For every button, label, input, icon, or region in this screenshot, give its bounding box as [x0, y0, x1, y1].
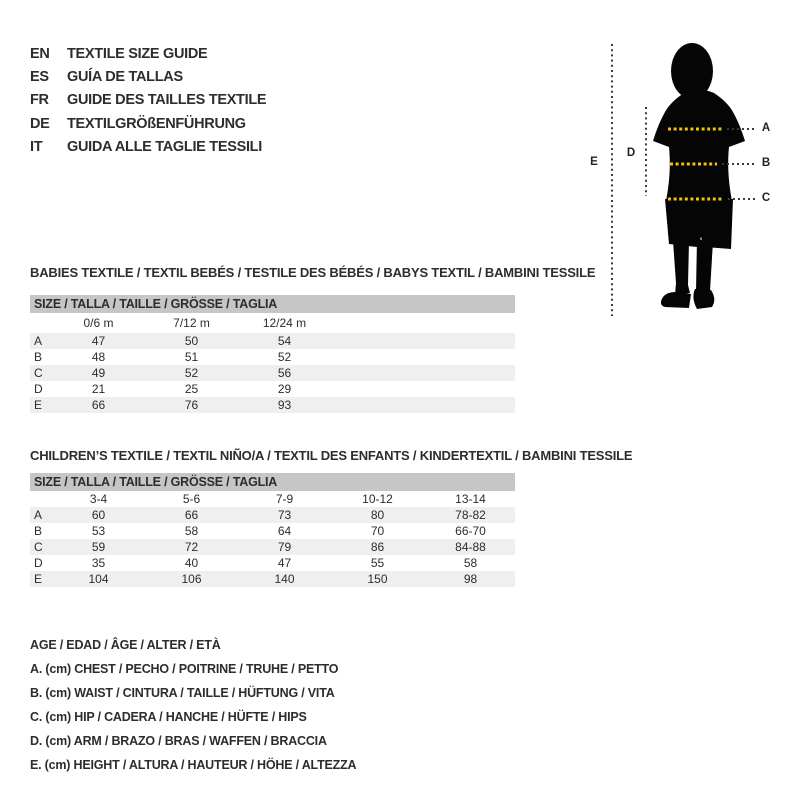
measure-label-chest: A — [761, 122, 771, 134]
child-silhouette-icon — [585, 35, 795, 320]
table-cell: 70 — [370, 524, 385, 538]
table-cell: 73 — [277, 508, 292, 522]
table-cell: 104 — [88, 572, 109, 586]
size-header-label: SIZE / TALLA / TAILLE / GRÖSSE / TAGLIA — [34, 475, 278, 489]
children-section-title: CHILDREN’S TEXTILE / TEXTIL NIÑO/A / TEXTIL DES ENFANTS / KINDERTEXTIL / BAMBINI TESSILE — [30, 448, 633, 463]
column-header: 13-14 — [455, 492, 486, 506]
table-row — [30, 523, 515, 539]
table-cell: 40 — [184, 556, 199, 570]
legend-item-arm: D. (cm) ARM / BRAZO / BRAS / WAFFEN / BRACCIA — [30, 734, 327, 748]
column-header: 10-12 — [362, 492, 393, 506]
table-cell: 54 — [277, 334, 292, 348]
table-cell: 80 — [370, 508, 385, 522]
children-column-header-row — [30, 491, 515, 507]
language-code: EN — [30, 45, 50, 62]
row-label: C — [34, 540, 43, 554]
size-header-bar — [30, 295, 515, 313]
language-code: FR — [30, 92, 49, 109]
language-title: TEXTILE SIZE GUIDE — [67, 45, 208, 62]
table-cell: 49 — [91, 366, 106, 380]
table-row — [30, 333, 515, 349]
column-header: 12/24 m — [262, 316, 307, 330]
table-cell: 60 — [91, 508, 106, 522]
table-row — [30, 571, 515, 587]
table-cell: 53 — [91, 524, 106, 538]
language-title: TEXTILGRÖßENFÜHRUNG — [67, 115, 246, 132]
table-cell: 66-70 — [455, 524, 486, 538]
measure-label-hip: C — [761, 192, 771, 204]
table-cell: 106 — [181, 572, 202, 586]
column-header: 7-9 — [275, 492, 294, 506]
table-cell: 51 — [184, 350, 199, 364]
table-cell: 93 — [277, 398, 292, 412]
row-label: A — [34, 334, 43, 348]
language-code: IT — [30, 139, 43, 156]
table-cell: 29 — [277, 382, 292, 396]
children-size-table — [30, 473, 515, 587]
table-cell: 56 — [277, 366, 292, 380]
language-row — [30, 136, 266, 159]
table-cell: 64 — [277, 524, 292, 538]
table-cell: 47 — [91, 334, 106, 348]
row-label: B — [34, 350, 43, 364]
row-label: B — [34, 524, 43, 538]
table-cell: 21 — [91, 382, 106, 396]
table-row — [30, 397, 515, 413]
table-cell: 25 — [184, 382, 199, 396]
size-header-label: SIZE / TALLA / TAILLE / GRÖSSE / TAGLIA — [34, 297, 278, 311]
table-cell: 150 — [367, 572, 388, 586]
table-row — [30, 555, 515, 571]
table-cell: 52 — [184, 366, 199, 380]
size-header-bar — [30, 473, 515, 491]
language-code: ES — [30, 69, 49, 86]
babies-section-title: BABIES TEXTILE / TEXTIL BEBÉS / TESTILE DES BÉBÉS / BABYS TEXTIL / BAMBINI TESSILE — [30, 265, 596, 280]
table-cell: 78-82 — [455, 508, 486, 522]
table-cell: 66 — [91, 398, 106, 412]
language-code: DE — [30, 115, 50, 132]
table-cell: 79 — [277, 540, 292, 554]
language-title: GUIDA ALLE TAGLIE TESSILI — [67, 139, 262, 156]
language-title: GUIDE DES TAILLES TEXTILE — [67, 92, 267, 109]
table-row — [30, 365, 515, 381]
size-guide-figure — [585, 35, 795, 320]
column-header: 0/6 m — [83, 316, 114, 330]
table-row — [30, 349, 515, 365]
table-cell: 140 — [274, 572, 295, 586]
legend-item-waist: B. (cm) WAIST / CINTURA / TAILLE / HÜFTUNG / VITA — [30, 686, 335, 700]
row-label: D — [34, 556, 43, 570]
legend-item-height: E. (cm) HEIGHT / ALTURA / HAUTEUR / HÖHE / ALTEZZA — [30, 758, 357, 772]
row-label: D — [34, 382, 43, 396]
table-cell: 66 — [184, 508, 199, 522]
language-title-list — [30, 42, 266, 159]
language-title: GUÍA DE TALLAS — [67, 69, 183, 86]
table-cell: 59 — [91, 540, 106, 554]
table-cell: 58 — [184, 524, 199, 538]
table-cell: 58 — [463, 556, 478, 570]
babies-size-table — [30, 295, 515, 413]
column-header: 7/12 m — [173, 316, 210, 330]
row-label: A — [34, 508, 43, 522]
table-row — [30, 539, 515, 555]
table-cell: 47 — [277, 556, 292, 570]
babies-column-header-row — [30, 313, 515, 333]
table-cell: 35 — [91, 556, 106, 570]
row-label: E — [34, 572, 43, 586]
table-cell: 98 — [463, 572, 478, 586]
legend-age-line: AGE / EDAD / ÂGE / ALTER / ETÀ — [30, 638, 221, 652]
measurement-legend — [30, 633, 356, 777]
table-cell: 72 — [184, 540, 199, 554]
measure-label-waist: B — [761, 157, 771, 169]
language-row — [30, 42, 266, 65]
column-header: 5-6 — [182, 492, 201, 506]
table-cell: 55 — [370, 556, 385, 570]
row-label: C — [34, 366, 43, 380]
table-cell: 84-88 — [455, 540, 486, 554]
table-cell: 48 — [91, 350, 106, 364]
table-cell: 86 — [370, 540, 385, 554]
measure-label-height: E — [590, 156, 598, 168]
table-row — [30, 507, 515, 523]
language-row — [30, 89, 266, 112]
measure-label-arm: D — [626, 147, 636, 159]
table-cell: 50 — [184, 334, 199, 348]
row-label: E — [34, 398, 43, 412]
table-cell: 52 — [277, 350, 292, 364]
language-row — [30, 65, 266, 88]
column-header: 3-4 — [89, 492, 108, 506]
legend-item-chest: A. (cm) CHEST / PECHO / POITRINE / TRUHE / PETTO — [30, 662, 339, 676]
legend-item-hip: C. (cm) HIP / CADERA / HANCHE / HÜFTE / HIPS — [30, 710, 307, 724]
table-row — [30, 381, 515, 397]
table-cell: 76 — [184, 398, 199, 412]
language-row — [30, 112, 266, 135]
